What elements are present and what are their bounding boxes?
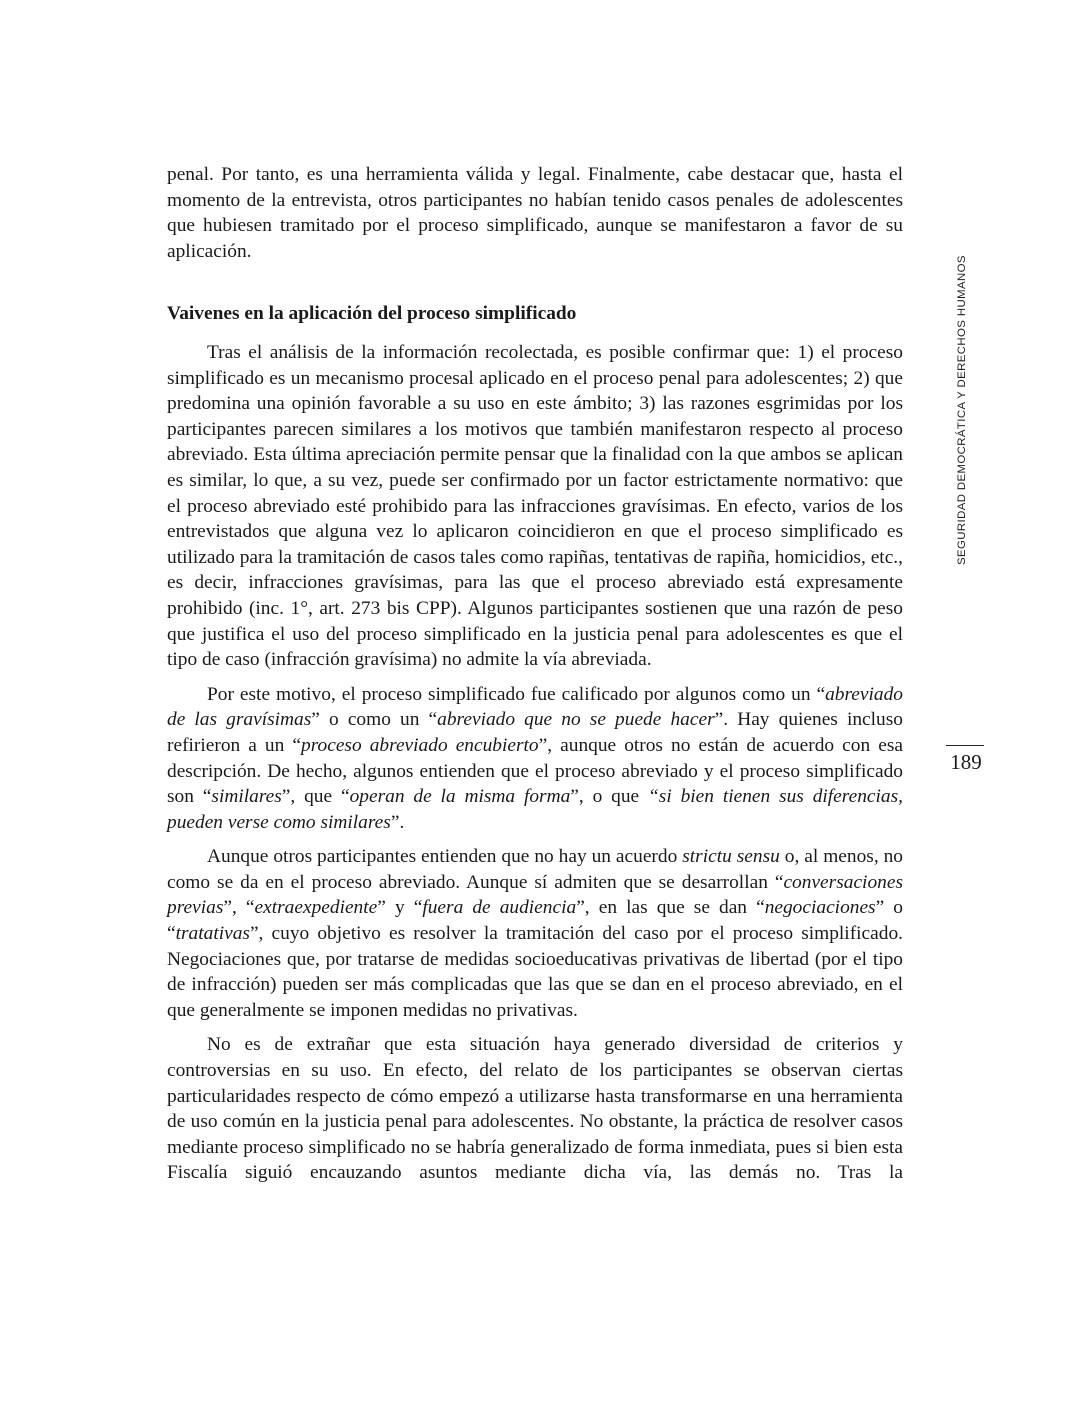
quote: negociaciones: [764, 897, 876, 919]
quote: proceso abreviado encubierto: [301, 734, 539, 756]
folio-rule: [946, 745, 984, 746]
paragraph: No es de extrañar que esta situación haya generado diversidad de criterios y controversias en su uso. En efecto, del relato de los participantes se observan ciertas particularidades respecto de cómo empezó a utilizarse hasta transformarse en una herramienta de uso común en la justicia penal para adolescentes. No obstante, la práctica de resolver casos mediante proceso simplificado no se habría generalizado de forma inmediata, pues si bien esta Fiscalía siguió encauzando asuntos mediante dicha vía, las demás no. Tras la: [167, 1034, 903, 1184]
page-number: 189: [950, 750, 982, 774]
body-text: [167, 340, 903, 1186]
section-heading: Vaivenes en la aplicación del proceso simplificado: [167, 303, 577, 324]
quote: similares: [211, 786, 282, 808]
quote: abreviado que no se puede hacer: [437, 709, 715, 731]
quote: fuera de audiencia: [422, 897, 577, 919]
quote: extraexpediente: [254, 897, 378, 919]
paragraph: Aunque otros participantes entienden que no hay un acuerdo strictu sensu o, al menos, no como se da en el proceso abreviado. Aunque sí admiten que se desarrollan “conversaciones previas”, “extraexpediente” y “fuera de audiencia”, en las que se dan “negociaciones” o “tratativas”, cuyo objetivo es resolver la tramitación del caso por el proceso simplificado. Negociaciones que, por tratarse de medidas socioeducativas privativas de libertad (por el tipo de infracción) pueden ser más complicadas que las que se dan en el proceso abreviado, en el que generalmente se imponen medidas no privativas.: [167, 846, 903, 1021]
quote: tratativas: [175, 923, 250, 945]
running-title: SEGURIDAD DEMOCRÁTICA Y DERECHOS HUMANOS: [956, 255, 968, 565]
quote: “si bien tienen sus diferencias, pueden verse como similares: [167, 786, 903, 833]
quote: abreviado de las gravísimas: [167, 683, 903, 731]
paragraph: Tras el análisis de la información recolectada, es posible confirmar que: 1) el proceso simplificado es un mecanismo procesal aplicado en el proceso penal para adolescentes; 2) que predomina una opinión favorable a su uso en este ámbito; 3) las razones esgrimidas por los participantes parecen similares a los motivos que también manifestaron respecto al proceso abreviado. Esta última apreciación permite pensar que la finalidad con la que ambos se aplican es similar, lo que, a su vez, puede ser confirmado por un factor estrictamente normativo: que el proceso abreviado esté prohibido para las infracciones gravísimas. En efecto, varios de los entrevistados que alguna vez lo aplicaron coincidieron en que el proceso simplificado es utilizado para la tramitación de casos tales como rapiñas, tentativas de rapiña, homicidios, etc., es decir, infracciones gravísimas, para las que el proceso abreviado está expresamente prohibido (inc. 1°, art. 273 bis CPP). Algunos participantes sostienen que una razón de peso que justifica el uso del proceso simplificado en la justicia penal para adolescentes es que el tipo de caso (infracción gravísima) no admite la vía abreviada.: [167, 342, 903, 671]
latin-term: strictu sensu: [682, 846, 780, 868]
quote: operan de la misma forma: [349, 786, 571, 808]
paragraph: Por este motivo, el proceso simplificado fue calificado por algunos como un “abreviado de las gravísimas” o como un “abreviado que no se puede hacer”. Hay quienes incluso refirieron a un “proceso abreviado encubierto”, aunque otros no están de acuerdo con esa descripción. De hecho, algunos entienden que el proceso abreviado y el proceso simplificado son “similares”, que “operan de la misma forma”, o que “si bien tienen sus diferencias, pueden verse como similares”.: [167, 683, 903, 833]
paragraph-continuation: [167, 162, 903, 264]
paragraph: penal. Por tanto, es una herramienta válida y legal. Finalmente, cabe destacar que, hasta el momento de la entrevista, otros participantes no habían tenido casos penales de adolescentes que hubiesen tramitado por el proceso simplificado, aunque se manifestaron a favor de su aplicación.: [167, 164, 903, 262]
quote: conversaciones previas: [167, 871, 903, 919]
